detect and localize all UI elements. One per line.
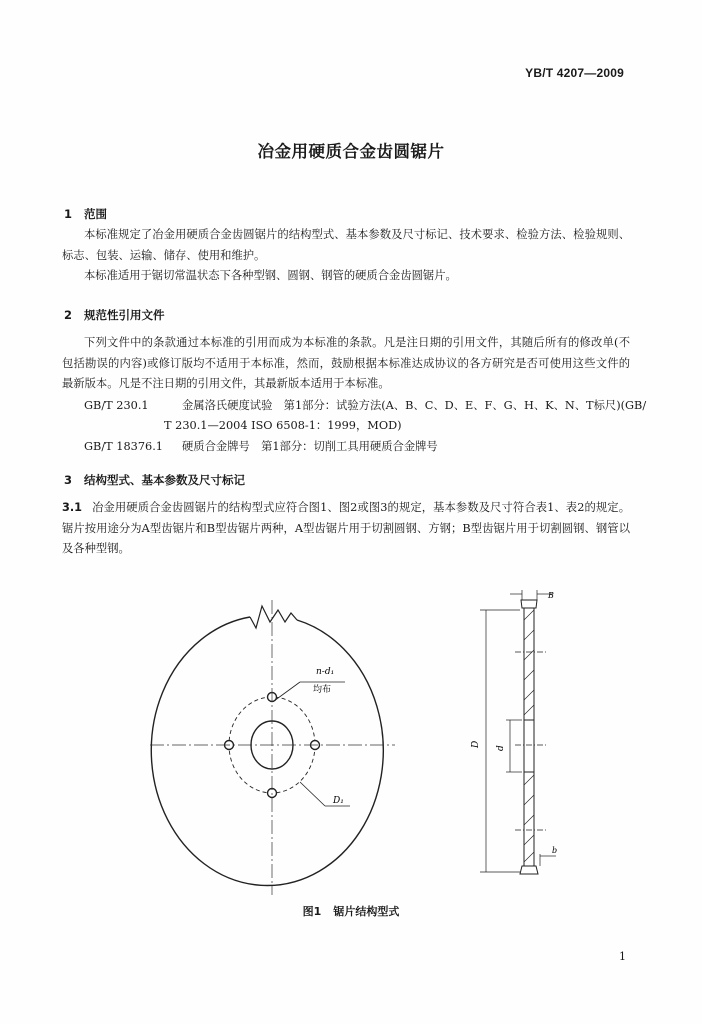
clause-number: 3.1	[62, 501, 83, 514]
dimension-lines	[480, 590, 556, 872]
section-title: 规范性引用文件	[84, 308, 165, 322]
label-n-d1: n-d₁	[316, 667, 335, 677]
standard-code: YB/T 4207—2009	[525, 66, 624, 80]
blade-front-view	[151, 606, 383, 885]
label-b: b	[552, 846, 558, 855]
label-D1: D₁	[333, 796, 344, 806]
blade-side-view	[520, 600, 538, 874]
figure-caption	[0, 903, 702, 919]
section-number: 3	[64, 473, 73, 487]
section-number: 1	[64, 207, 73, 221]
reference-text-continued: T 230.1—2004 ISO 6508-1：1999，MOD)	[164, 419, 402, 432]
section-2-para-1: 下列文件中的条款通过本标准的引用而成为本标准的条款。凡是注日期的引用文件，其随后所有的修改单(不包括勘误的内容)或修订版均不适用于本标准，然而，鼓励根据本标准达成协议的各方研究是否可使用这些文件的最新版本。凡是不注日期的引用文件，其最新版本适用于本标准。	[62, 336, 630, 390]
reference-code: GB/T 230.1	[84, 399, 149, 412]
page-number: 1	[619, 950, 626, 963]
reference-code: GB/T 18376.1	[84, 440, 163, 453]
section-1-para-2: 本标准适用于锯切常温状态下各种型钢、圆钢、钢管的硬质合金齿圆锯片。	[84, 269, 457, 282]
blade-teeth	[250, 606, 297, 628]
blade-outer-edge	[151, 617, 383, 885]
label-d: d	[496, 745, 506, 751]
figure-title: 锯片结构型式	[333, 905, 400, 918]
document-title: 冶金用硬质合金齿圆锯片	[257, 142, 445, 161]
section-title: 结构型式、基本参数及尺寸标记	[84, 473, 245, 487]
section-1-para-1: 本标准规定了冶金用硬质合金齿圆锯片的结构型式、基本参数及尺寸标记、技术要求、检验方法、检验规则、标志、包装、运输、储存、使用和维护。	[62, 228, 630, 262]
center-lines	[150, 600, 395, 895]
clause-text: 冶金用硬质合金齿圆锯片的结构型式应符合图1、图2或图3的规定，基本参数及尺寸符合表1、表2的规定。锯片按用途分为A型齿锯片和B型齿锯片两种，A型齿锯片用于切割圆钢、方钢；B型齿锯片用于切割圆钢、钢管以及各种型钢。	[62, 501, 630, 555]
figure-number: 图1	[302, 905, 322, 918]
reference-text: 金属洛氏硬度试验 第1部分：试验方法(A、B、C、D、E、F、G、H、K、N、T标尺)(GB/	[182, 399, 647, 412]
label-even-distribution: 均布	[313, 685, 332, 695]
label-B: B	[548, 591, 554, 600]
section-number: 2	[64, 308, 73, 322]
reference-text: 硬质合金牌号 第1部分：切削工具用硬质合金牌号	[182, 440, 438, 453]
label-D: D	[471, 740, 481, 748]
section-title: 范围	[84, 207, 107, 221]
